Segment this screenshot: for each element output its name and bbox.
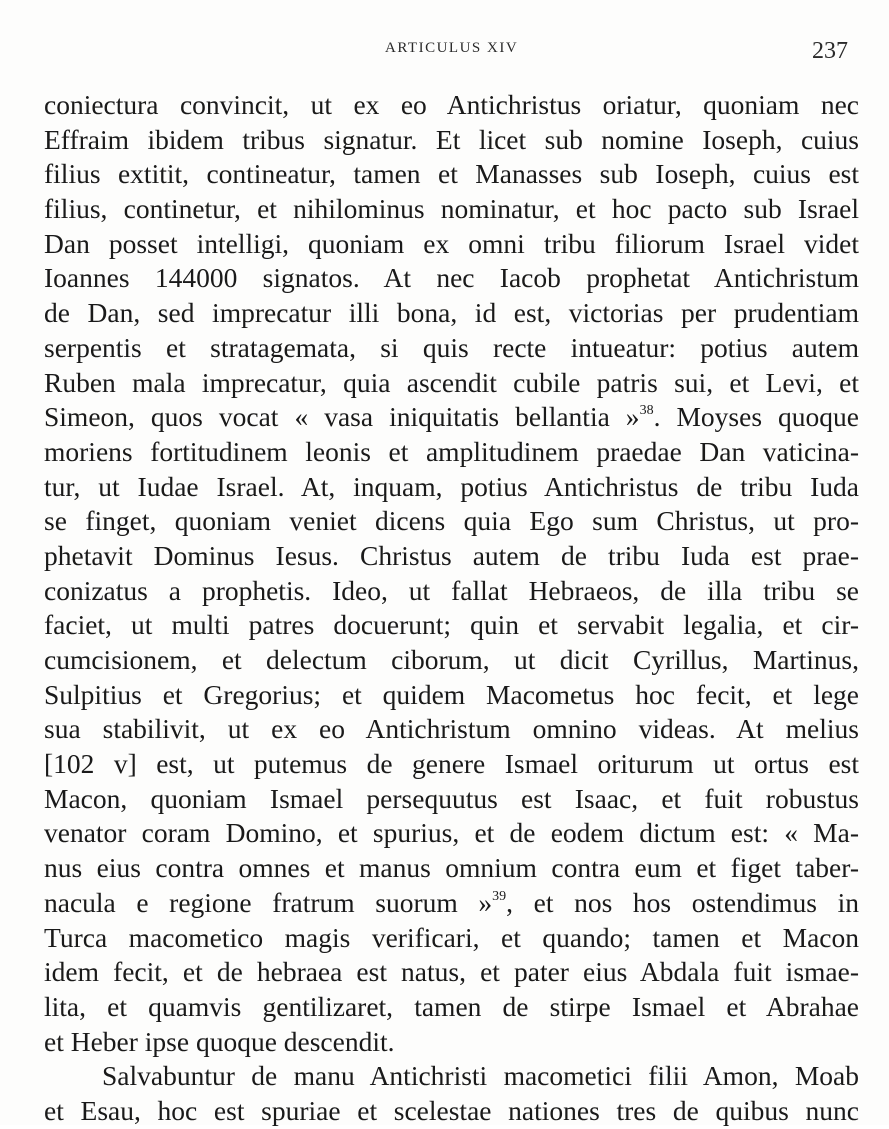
page-number: 237 [812,38,848,64]
text-line: Macon, quoniam Ismael persequutus est Isaac, et fuit robustus [44,782,859,814]
text-line: Ruben mala imprecatur, quia ascendit cubile patris sui, et Levi, et [44,366,859,398]
footnote-marker: 39 [492,888,507,904]
text-line: faciet, ut multi patres docuerunt; quin et servabit legalia, et cir- [44,609,859,641]
footnote-marker: 38 [639,403,654,419]
text-line: venator coram Domino, et spurius, et de eodem dictum est: « Ma- [44,817,859,849]
text-line: idem fecit, et de hebraea est natus, et pater eius Abdala fuit ismae- [44,956,859,988]
text-segment: . Moyses quoque [653,401,859,433]
text-line: Sulpitius et Gregorius; et quidem Macometus hoc fecit, et lege [44,678,859,710]
running-head [0,38,889,68]
text-line: Effraim ibidem tribus signatur. Et licet sub nomine Ioseph, cuius [44,123,859,155]
text-line: phetavit Dominus Iesus. Christus autem de tribu Iuda est prae- [44,539,859,571]
text-line: moriens fortitudinem leonis et amplitudinem praedae Dan vaticina- [44,435,859,467]
text-line: Turca macometico magis verificari, et quando; tamen et Macon [44,921,859,953]
text-segment: Simeon, quos vocat « vasa iniquitatis bellantia » [44,401,640,433]
text-line: cumcisionem, et delectum ciborum, ut dicit Cyrillus, Martinus, [44,644,859,675]
paragraph-2 [44,1059,859,1128]
text-line: tur, ut Iudae Israel. At, inquam, potius Antichristus de tribu Iuda [44,470,859,502]
text-line: serpentis et stratagemata, si quis recte intueatur: potius autem [44,331,859,363]
running-title: ARTICULUS XIV [385,40,519,56]
text-line: sua stabilivit, ut ex eo Antichristum omnino videas. At melius [44,713,859,745]
text-line: et Heber ipse quoque descendit. [44,1025,395,1057]
text-line [44,886,859,921]
body-text [44,88,859,1129]
text-segment: , et nos hos ostendimus in [506,886,859,918]
text-line: lita, et quamvis gentilizaret, tamen de stirpe Ismael et Abrahae [44,990,859,1022]
text-line: filius extitit, contineatur, tamen et Manasses sub Ioseph, cuius est [44,158,859,190]
paragraph-1 [44,88,859,1059]
text-line: de Dan, sed imprecatur illi bona, id est, victorias per prudentiam [44,297,859,329]
text-line: coniectura convincit, ut ex eo Antichristus oriatur, quoniam nec [44,89,859,120]
text-line: nus eius contra omnes et manus omnium contra eum et figet taber- [44,852,859,884]
text-line: se finget, quoniam veniet dicens quia Ego sum Christus, ut pro- [44,505,859,537]
text-line: [102 v] est, ut putemus de genere Ismael oriturum ut ortus est [44,748,859,780]
text-line: et Esau, hoc est spuriae et scelestae nationes tres de quibus nunc [44,1094,859,1126]
text-line: Dan posset intelligi, quoniam ex omni tribu filiorum Israel videt [44,227,859,259]
text-line [44,400,859,435]
text-line: Salvabuntur de manu Antichristi macometici filii Amon, Moab [102,1060,859,1092]
text-segment: nacula e regione fratrum suorum » [44,886,493,918]
text-line: conizatus a prophetis. Ideo, ut fallat Hebraeos, de illa tribu se [44,574,859,606]
text-line: filius, continetur, et nihilominus nominatur, et hoc pacto sub Israel [44,193,859,225]
text-line: Ioannes 144000 signatos. At nec Iacob prophetat Antichristum [44,262,859,294]
